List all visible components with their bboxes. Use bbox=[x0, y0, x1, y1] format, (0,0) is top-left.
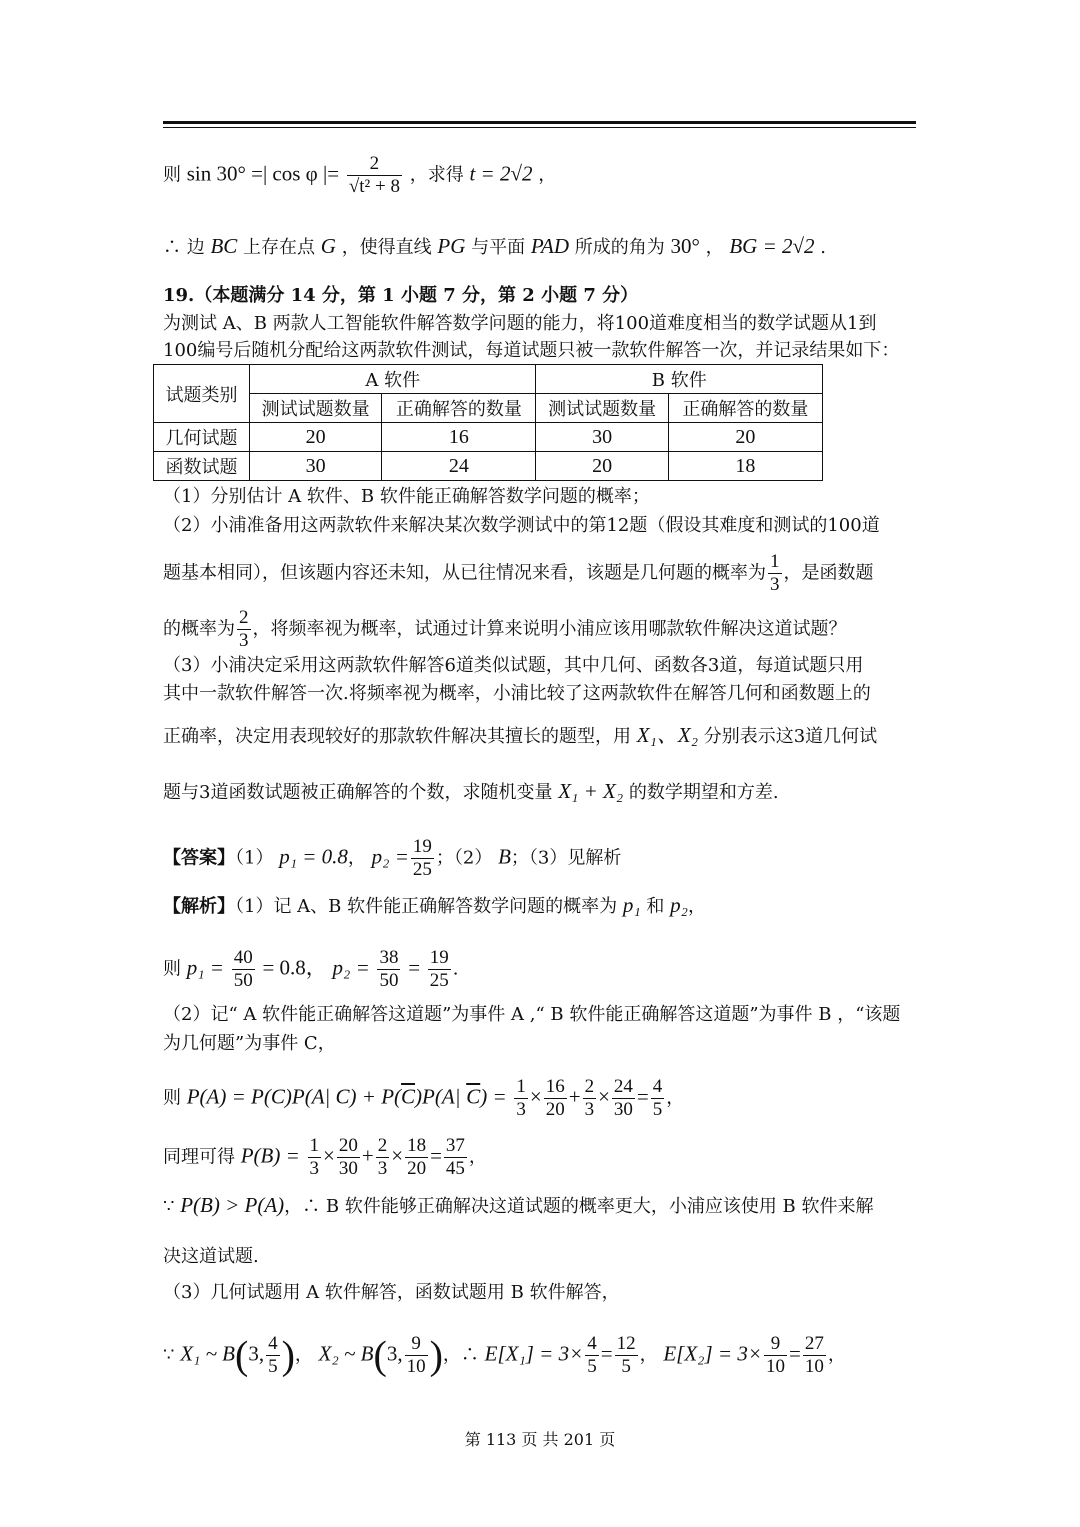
text: 分别表示这3道几何试 bbox=[703, 726, 878, 747]
math-value: 3, bbox=[248, 1341, 265, 1366]
analysis-line-2 bbox=[163, 947, 459, 992]
fraction bbox=[583, 1076, 597, 1121]
question-1: （1）分别估计 A 软件、B 软件能正确解答数学问题的概率； bbox=[163, 486, 650, 507]
numerator: 1 bbox=[516, 1076, 526, 1097]
fraction bbox=[337, 1135, 360, 1180]
math-expression: p₂ = bbox=[332, 955, 370, 980]
fraction bbox=[376, 1135, 390, 1180]
text: 题基本相同），但该题内容还未知，从已往情况来看，该题是几何题的概率为 bbox=[163, 562, 766, 584]
math-operator: = bbox=[430, 1143, 442, 1168]
prev-solution-line-1 bbox=[163, 153, 556, 198]
text: ；（2） bbox=[435, 847, 493, 869]
math-expression: )P(A| bbox=[415, 1084, 461, 1109]
paren-close: ) bbox=[429, 1332, 443, 1378]
fraction bbox=[377, 947, 400, 992]
fraction bbox=[405, 1135, 428, 1180]
denominator: 50 bbox=[233, 970, 253, 991]
numerator: 38 bbox=[379, 947, 399, 968]
fraction bbox=[651, 1076, 665, 1121]
math-operator: = bbox=[408, 955, 421, 980]
numerator: 4 bbox=[652, 1076, 663, 1097]
results-table bbox=[153, 364, 823, 481]
text: ，求得 bbox=[409, 164, 464, 186]
math-var: X₁ + X₂ bbox=[558, 779, 624, 803]
text: 的数学期望和方差. bbox=[628, 782, 779, 803]
question-3-line-2: 其中一款软件解答一次.将频率视为概率，小浦比较了这两款软件在解答几何和函数题上的 bbox=[163, 683, 871, 704]
denominator: 10 bbox=[804, 1356, 824, 1377]
math-complement: $\overline{C}$ bbox=[466, 1084, 481, 1109]
analysis-line-5 bbox=[163, 1076, 684, 1121]
text: 的概率为 bbox=[163, 618, 235, 640]
question-3-line-3 bbox=[163, 722, 877, 750]
math-operator: × bbox=[529, 1084, 542, 1109]
math-result: t = 2√2 bbox=[469, 161, 533, 186]
text: ， bbox=[687, 896, 706, 917]
denominator: 45 bbox=[445, 1158, 465, 1179]
numerator: 37 bbox=[445, 1135, 465, 1156]
text: 则 bbox=[163, 164, 181, 186]
fraction bbox=[428, 947, 451, 992]
math-expression: P(B) > P(A) bbox=[180, 1193, 285, 1217]
text: 所成的角为 bbox=[574, 237, 665, 258]
header-category: 试题类别 bbox=[154, 365, 250, 423]
subheader-a-tested: 测试试题数量 bbox=[250, 394, 382, 423]
table-subheader-row bbox=[154, 394, 823, 423]
fraction bbox=[615, 1333, 638, 1378]
numerator: 2 bbox=[347, 153, 402, 176]
question-2-line-3 bbox=[163, 607, 847, 652]
math-var: G bbox=[320, 234, 336, 258]
fraction bbox=[764, 1333, 787, 1378]
analysis-line-4: 为几何题”为事件 C， bbox=[163, 1033, 336, 1054]
fraction bbox=[237, 607, 251, 652]
numerator: 12 bbox=[616, 1333, 636, 1354]
math-expression: X₂ ~ B bbox=[318, 1341, 374, 1366]
text: （1） bbox=[235, 847, 274, 869]
paren-open: ( bbox=[235, 1332, 249, 1378]
fraction bbox=[768, 551, 782, 596]
text: ∴ 边 bbox=[163, 237, 205, 258]
question-3-line-4 bbox=[163, 778, 779, 806]
answer-label: 【答案】 bbox=[163, 847, 235, 869]
math-expression: P(B) = bbox=[240, 1143, 300, 1168]
math-operator: = bbox=[636, 1084, 649, 1109]
math-expression: X₁ ~ B bbox=[180, 1341, 236, 1366]
math-result: BG = 2√2 bbox=[729, 234, 815, 258]
numerator: 1 bbox=[770, 551, 780, 572]
math-var: PAD bbox=[530, 234, 570, 258]
cell-b-tested: 30 bbox=[536, 423, 668, 452]
math-var: B bbox=[498, 844, 511, 869]
math-operator: × bbox=[598, 1084, 610, 1109]
numerator: 19 bbox=[429, 947, 449, 968]
denominator: 3 bbox=[309, 1158, 320, 1179]
analysis-line-8: 决这道试题. bbox=[163, 1246, 259, 1267]
fraction bbox=[444, 1135, 467, 1180]
math-var: p₁ bbox=[622, 893, 641, 917]
problem-heading: 19.（本题满分 14 分，第 1 小题 7 分，第 2 小题 7 分） bbox=[163, 285, 639, 306]
denominator: 5 bbox=[621, 1356, 631, 1377]
subheader-b-tested: 测试试题数量 bbox=[536, 394, 668, 423]
text: ，∴ B 软件能够正确解决这道试题的概率更大，小浦应该使用 B 软件来解 bbox=[284, 1196, 874, 1217]
numerator: 20 bbox=[338, 1135, 358, 1156]
text: 和 bbox=[646, 896, 665, 917]
header-rule-thick bbox=[163, 121, 916, 124]
text: ，使得直线 bbox=[341, 237, 432, 258]
math-operator: + bbox=[568, 1084, 581, 1109]
math-expression: P(A) = P(C)P(A| C) + P( bbox=[186, 1084, 402, 1109]
text: 则 bbox=[163, 958, 181, 980]
fraction bbox=[585, 1333, 599, 1378]
fraction bbox=[347, 153, 402, 198]
numerator: 9 bbox=[405, 1333, 428, 1356]
table-row bbox=[154, 452, 823, 481]
subheader-a-correct: 正确解答的数量 bbox=[382, 394, 536, 423]
text: ∵ bbox=[163, 1196, 175, 1217]
row-label: 函数试题 bbox=[154, 452, 250, 481]
text: ， bbox=[347, 847, 366, 869]
denominator: 5 bbox=[587, 1356, 597, 1377]
denominator: 10 bbox=[406, 1356, 426, 1377]
analysis-line-6 bbox=[163, 1135, 487, 1180]
cell-a-tested: 20 bbox=[250, 423, 382, 452]
problem-intro-1: 为测试 A、B 两款人工智能软件解答数学问题的能力，将100道难度相当的数学试题从1到 bbox=[163, 313, 877, 334]
math-operator: + bbox=[361, 1143, 374, 1168]
numerator: 24 bbox=[613, 1076, 633, 1097]
denominator: 50 bbox=[379, 970, 399, 991]
math-var: p₂ bbox=[670, 893, 688, 917]
math-expression: E[X₁] = 3× bbox=[484, 1341, 584, 1366]
fraction bbox=[803, 1333, 826, 1378]
analysis-line-1 bbox=[163, 892, 706, 920]
denominator: √t² + 8 bbox=[348, 176, 400, 197]
cell-a-tested: 30 bbox=[250, 452, 382, 481]
analysis-line-3: （2）记“ A 软件能正确解答这道题”为事件 A ,“ B 软件能正确解答这道题”为事件 B ，“该题 bbox=[163, 1004, 901, 1025]
cell-a-correct: 24 bbox=[382, 452, 536, 481]
math-value: 3, bbox=[386, 1341, 403, 1366]
text: ∵ bbox=[163, 1344, 175, 1366]
math-angle: 30° bbox=[670, 234, 700, 258]
text: 则 bbox=[163, 1087, 181, 1109]
math-expression: p₁ = bbox=[186, 955, 224, 980]
text: 正确率，决定用表现较好的那款软件解决其擅长的题型，用 bbox=[163, 726, 631, 747]
subheader-b-correct: 正确解答的数量 bbox=[668, 394, 822, 423]
page-footer: 第 113 页 共 201 页 bbox=[464, 1430, 616, 1449]
numerator: 9 bbox=[764, 1333, 787, 1356]
analysis-line-10 bbox=[163, 1333, 846, 1378]
text: 上存在点 bbox=[243, 237, 316, 258]
numerator: 40 bbox=[233, 947, 253, 968]
math-operator: × bbox=[323, 1143, 335, 1168]
text: ， bbox=[705, 237, 724, 258]
cell-a-correct: 16 bbox=[382, 423, 536, 452]
denominator: 3 bbox=[516, 1099, 526, 1120]
numerator: 4 bbox=[587, 1333, 597, 1354]
numerator: 2 bbox=[239, 607, 249, 628]
cell-b-tested: 20 bbox=[536, 452, 668, 481]
header-group-b: B 软件 bbox=[536, 365, 823, 394]
text: ， bbox=[294, 1344, 313, 1366]
question-2-line-2 bbox=[163, 551, 874, 596]
numerator: 2 bbox=[377, 1135, 388, 1156]
math-operator: = bbox=[789, 1341, 801, 1366]
numerator: 18 bbox=[407, 1135, 427, 1156]
math-operator: = bbox=[600, 1341, 613, 1366]
numerator: 2 bbox=[584, 1076, 595, 1097]
math-operator: × bbox=[391, 1143, 404, 1168]
denominator: 25 bbox=[412, 859, 432, 880]
math-vars: X₁、X₂ bbox=[636, 723, 698, 747]
text: ；（3）见解析 bbox=[510, 847, 622, 869]
fraction bbox=[544, 1076, 567, 1121]
fraction bbox=[411, 836, 434, 881]
fraction bbox=[308, 1135, 322, 1180]
row-label: 几何试题 bbox=[154, 423, 250, 452]
denominator: 10 bbox=[766, 1356, 786, 1377]
fraction bbox=[266, 1333, 280, 1378]
math-expression: sin 30° =| cos φ |= bbox=[186, 161, 340, 186]
text: ， bbox=[639, 1344, 658, 1366]
math-expression: p₂ = bbox=[371, 844, 409, 869]
text: ， bbox=[538, 164, 557, 186]
text: 同理可得 bbox=[163, 1146, 235, 1168]
denominator: 30 bbox=[338, 1158, 358, 1179]
denominator: 5 bbox=[268, 1356, 278, 1377]
paren-open: ( bbox=[373, 1332, 387, 1378]
math-var: PG bbox=[437, 234, 466, 258]
math-var: BC bbox=[210, 234, 238, 258]
text: . bbox=[820, 237, 827, 258]
text: （1）记 A、B 软件能正确解答数学问题的概率为 bbox=[235, 896, 618, 917]
cell-b-correct: 20 bbox=[668, 423, 822, 452]
denominator: 3 bbox=[770, 574, 780, 595]
question-3-line-1: （3）小浦决定采用这两款软件解答6道类似试题，其中几何、函数各3道，每道试题只用 bbox=[163, 655, 864, 676]
header-rule-thin bbox=[163, 127, 916, 128]
text: ，是函数题 bbox=[783, 562, 874, 584]
text: 题与3道函数试题被正确解答的个数，求随机变量 bbox=[163, 782, 553, 803]
prev-solution-line-2 bbox=[163, 233, 826, 261]
denominator: 3 bbox=[584, 1099, 595, 1120]
numerator: 19 bbox=[412, 836, 432, 857]
text: ，∴ bbox=[442, 1344, 479, 1366]
math-expression: E[X₂] = 3× bbox=[663, 1341, 763, 1366]
denominator: 30 bbox=[613, 1099, 633, 1120]
problem-intro-2: 100编号后随机分配给这两款软件测试，每道试题只被一款软件解答一次，并记录结果如下： bbox=[163, 340, 900, 361]
text: ， bbox=[827, 1344, 846, 1366]
text: 与平面 bbox=[471, 237, 526, 258]
math-expression: p₁ = 0.8 bbox=[279, 844, 348, 869]
analysis-line-7 bbox=[163, 1192, 874, 1220]
math-complement: $\overline{C}$ bbox=[401, 1084, 416, 1109]
denominator: 3 bbox=[239, 630, 249, 651]
table-row bbox=[154, 423, 823, 452]
numerator: 1 bbox=[309, 1135, 320, 1156]
text: ， bbox=[666, 1087, 685, 1109]
analysis-label: 【解析】 bbox=[163, 896, 235, 917]
denominator: 20 bbox=[545, 1099, 565, 1120]
table-header-row bbox=[154, 365, 823, 394]
denominator: 25 bbox=[429, 970, 449, 991]
answer-line bbox=[163, 836, 621, 881]
fraction bbox=[612, 1076, 635, 1121]
fraction bbox=[514, 1076, 528, 1121]
denominator: 3 bbox=[377, 1158, 388, 1179]
numerator: 27 bbox=[804, 1333, 824, 1354]
text: ，将频率视为概率，试通过计算来说明小浦应该用哪款软件解决这道试题？ bbox=[252, 618, 847, 640]
math-expression: = 0.8， bbox=[262, 955, 327, 980]
text: ， bbox=[468, 1146, 487, 1168]
text: . bbox=[452, 958, 459, 980]
fraction bbox=[232, 947, 255, 992]
paren-close: ) bbox=[281, 1332, 295, 1378]
question-2-line-1: （2）小浦准备用这两款软件来解决某次数学测试中的第12题（假设其难度和测试的100道 bbox=[163, 515, 880, 536]
numerator: 16 bbox=[545, 1076, 565, 1097]
math-expression: ) = bbox=[480, 1084, 507, 1109]
denominator: 20 bbox=[407, 1158, 427, 1179]
fraction bbox=[405, 1333, 428, 1378]
header-group-a: A 软件 bbox=[250, 365, 536, 394]
denominator: 5 bbox=[652, 1099, 663, 1120]
cell-b-correct: 18 bbox=[668, 452, 822, 481]
numerator: 4 bbox=[268, 1333, 278, 1354]
analysis-line-9: （3）几何试题用 A 软件解答，函数试题用 B 软件解答， bbox=[163, 1282, 620, 1303]
